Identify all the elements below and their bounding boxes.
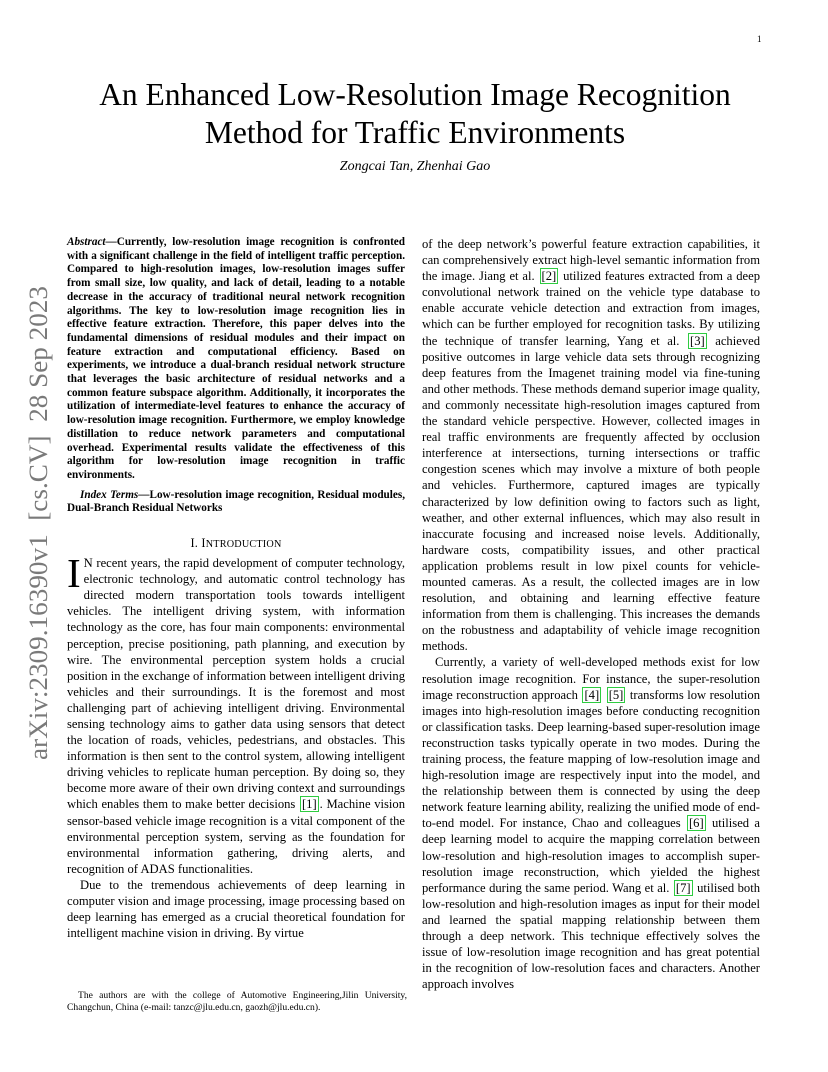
citation-link-6[interactable]: [6] [688,816,704,831]
citation-link-5[interactable]: [5] [608,687,624,702]
right-paragraph-1 [422,236,760,654]
right-column [422,236,760,992]
section-title-rest: NTRODUCTION [205,539,282,551]
index-terms-label: Index Terms [80,488,139,501]
abstract-text: —Currently, low-resolution image recognition is confronted with a significant challenge in the field of intelligent traffic perception. Compared to high-resolution images, low-resolution images suffer from small size, low quality, and lack of detail, leading to a notable decrease in the accuracy of traditional neural network recognition algorithms. The key to low-resolution image recognition lies in effective feature extraction. Therefore, this paper delves into the fundamental dimensions of residual modules and their impact on feature extraction and computational efficiency. Based on experiments, we introduce a dual-branch residual network structure that leverages the basic architecture of residual networks and a common feature subspace algorithm. Additionally, it incorporates the utilization of intermediate-level features to enhance the accuracy of low-resolution image recognition. Furthermore, we employ knowledge distillation to reduce network parameters and computational overhead. Experimental results validate the effectiveness of this algorithm for low-resolution image recognition in traffic environments. [67,236,405,481]
right-p1-b: utilized features extracted from a deep convolutional network trained on the vehicle type database to enable accurate vehicle detection and extraction from images, which can be further employed for recognition tasks. By utilizing the technique of transfer learning, Yang et al. [422,269,761,348]
citation-link-3[interactable]: [3] [690,333,705,348]
right-p2-c: utilised a deep learning model to acquire the mapping correlation between low-resolution and high-resolution images to accomplish super-resolution image reconstruction, which yielded the highest performance during the same period. Wang et al. [422,816,761,895]
abstract-label: Abstract [67,236,106,248]
right-p1-c: achieved positive outcomes in large vehicle data sets through recognizing deep features from the Imagenet training model via fine-tuning and other methods. These methods demand superior image quality, and commonly necessitate high-resolution images captured from the standard vehicle perspective. However, collected images in real traffic environments are frequently affected by occlusion interference at intersections, turning intersections or traffic congestion scenes which may involve a mixture of both people and vehicles. Furthermore, captured images are typically characterized by low definition owing to factors such as light, weather, and other external influences, which may also result in inaccurate focusing and increased noise levels. Additionally, hardware costs, compatibility issues, and other practical application problems result in low pixel counts for vehicle-mounted cameras. As a result, the collected images are in low resolution, and obtaining and learning effective feature information from them is challenging. This increases the demands on the robustness and adaptability of vehicle image recognition methods. [422,333,760,654]
intro-p1-tail: . Machine vision sensor-based vehicle image recognition is a vital component of the environmental perception system, serving as the foundation for environmental information gathering, driving alerts, and recognition of ADAS functionalities. [67,797,405,876]
citation-link-7[interactable]: [7] [675,880,691,895]
title-line-1: An Enhanced Low-Resolution Image Recognition [99,77,731,112]
abstract-paragraph [67,236,405,483]
right-body [422,236,760,992]
citation-link-1[interactable]: [1] [301,797,317,812]
authors: Zongcai Tan, Zhenhai Gao [339,159,491,174]
intro-paragraph-1 [67,550,405,877]
index-terms-text: —Low-resolution image recognition, Residual modules, Dual-Branch Residual Networks [67,488,405,515]
title-line-2: Method for Traffic Environments [204,115,626,150]
left-column [67,236,405,941]
footnote [67,990,407,1015]
section-title-first: I [201,536,206,551]
index-terms-paragraph [67,489,405,516]
drop-cap: I [67,550,81,597]
paper-title [65,76,765,152]
citation-link-2[interactable]: [2] [541,269,557,284]
right-p2-b: transforms low resolution images into high-resolution images before conducting recognition or classification tasks. Deep learning-based super-resolution image reconstruction tasks typically operate in two modes. During the training process, the feature mapping of low-resolution image and high-resolution image are respectively input into the model, and the relationship between them is connected by using the deep network feature learning ability, realizing the unified mode of end-to-end model. For instance, Chao and colleagues [422,687,761,831]
section-heading-introduction [67,536,405,551]
right-p2-d: utilised both low-resolution and high-resolution images as input for their model and learned the spatial mapping relationship between them through a deep network. This technique effectively solves the issue of low-resolution image recognition and has great potential in the recognition of low-resolution faces and characters. Another approach involves [422,880,761,992]
abstract [67,236,405,516]
footnote-text: The authors are with the college of Automotive Engineering,Jilin University, Changchun, China (e-mail: tanzc@jlu.edu.cn, gaozh@jlu.edu.cn). [67,990,407,1014]
right-p2-a: Currently, a variety of well-developed methods exist for low resolution image recognition. For instance, the super-resolution image reconstruction approach [422,655,760,702]
citation-link-4[interactable]: [4] [584,687,600,702]
introduction-body [67,550,405,941]
right-p1-a: of the deep network’s powerful feature extraction capabilities, it can comprehensively extract high-level semantic information from the image. Jiang et al. [422,237,760,284]
page-number: 1 [757,34,762,44]
intro-paragraph-2: Due to the tremendous achievements of deep learning in computer vision and image processing, image processing based on deep learning has emerged as a crucial theoretical foundation for intelligent machine vision in driving. By virtue [67,877,405,941]
section-numeral: I. [190,536,199,551]
arxiv-stamp [20,286,54,760]
right-paragraph-2 [422,654,760,992]
arxiv-stamp-text: arXiv:2309.16390v1 [cs.CV] 28 Sep 2023 [23,299,53,760]
intro-p1-lead: N recent years, the rapid development of computer technology, electronic technology, and automatic control technology has directed modern transportation tools towards intelligent vehicles. The intelligent driving system, with information technology as the core, has four main components: environmental perception, precise positioning, path planning, and execution by wire. The environmental perception system holds a crucial position in the exchange of information between intelligent driving vehicles and their surroundings. It is the foremost and most challenging part of achieving intelligent driving. Environmental sensing technology aims to gather data using sensors that detect the location of roads, vehicles, pedestrians, and obstacles. This information is then sent to the control system, allowing intelligent driving vehicles to replicate human perception. By doing so, they become more aware of their own driving context and surroundings which enables them to make better decisions [67,556,405,812]
